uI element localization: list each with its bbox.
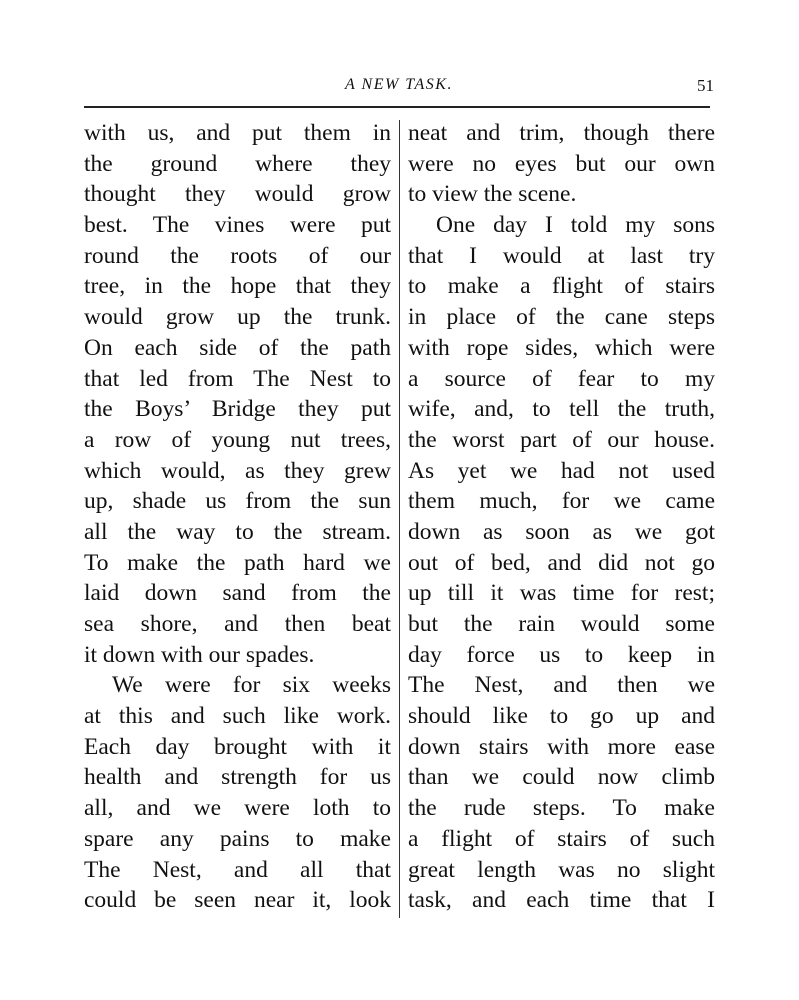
text-line: than we could now climb	[408, 764, 715, 791]
text-line: to view the scene.	[408, 181, 577, 208]
text-line: The Nest, and all that	[84, 856, 391, 883]
text-line: at this and such like work.	[84, 703, 391, 730]
text-line: Each day brought with it	[84, 733, 391, 760]
text-line: sea shore, and then beat	[84, 611, 391, 637]
text-line: that I would at last try	[408, 242, 715, 269]
text-column-right	[408, 118, 715, 916]
text-line: in place of the cane steps	[408, 304, 715, 331]
text-line: health and strength for us	[84, 764, 391, 791]
text-column-left	[84, 118, 391, 916]
text-line: a row of young nut trees,	[84, 426, 391, 453]
text-line: up, shade us from the sun	[84, 488, 391, 515]
text-line: down stairs with more ease	[408, 733, 715, 760]
text-line: thought they would grow	[84, 181, 391, 208]
text-line: a flight of stairs of such	[408, 825, 715, 852]
text-line: great length was no slight	[408, 856, 715, 883]
text-line: a source of fear to my	[408, 365, 715, 392]
text-line: the Boys’ Bridge they put	[84, 396, 391, 423]
text-line: neat and trim, though there	[408, 120, 715, 146]
page-number: 51	[697, 76, 714, 95]
text-line: the worst part of our house.	[408, 426, 715, 453]
text-line: We were for six weeks	[112, 672, 391, 699]
text-line: should like to go up and	[408, 703, 715, 730]
text-line: which would, as they grew	[84, 457, 391, 484]
running-header	[84, 72, 714, 102]
running-title: A NEW TASK.	[345, 76, 453, 93]
text-line: would grow up the trunk.	[84, 304, 391, 331]
text-line: laid down sand from the	[84, 580, 391, 607]
text-line: down as soon as we got	[408, 518, 715, 545]
text-line: all, and we were loth to	[84, 795, 391, 822]
text-line: round the roots of our	[84, 242, 391, 269]
text-line: task, and each time that I	[408, 887, 715, 914]
text-line: out of bed, and did not go	[408, 549, 715, 576]
text-line: the rude steps. To make	[408, 795, 715, 822]
text-line: all the way to the stream.	[84, 518, 391, 545]
text-line: up till it was time for rest;	[408, 580, 715, 607]
text-line: with rope sides, which were	[408, 334, 715, 361]
header-rule	[84, 106, 710, 108]
text-line: day force us to keep in	[408, 641, 715, 668]
text-line: best. The vines were put	[84, 212, 391, 239]
column-divider	[399, 120, 400, 918]
text-line: spare any pains to make	[84, 825, 391, 852]
text-line: tree, in the hope that they	[84, 273, 391, 300]
text-line: were no eyes but our own	[408, 150, 715, 177]
text-line: To make the path hard we	[84, 549, 391, 576]
text-line: that led from The Nest to	[84, 365, 391, 392]
text-line: One day I told my sons	[436, 212, 715, 239]
text-line: could be seen near it, look	[84, 887, 391, 914]
text-line: On each side of the path	[84, 334, 391, 361]
text-line: with us, and put them in	[84, 120, 391, 146]
text-line: it down with our spades.	[84, 641, 315, 668]
text-line: but the rain would some	[408, 611, 715, 637]
text-line: The Nest, and then we	[408, 672, 715, 699]
text-line: to make a flight of stairs	[408, 273, 715, 300]
text-line: the ground where they	[84, 150, 391, 177]
text-line: wife, and, to tell the truth,	[408, 396, 715, 423]
text-line: As yet we had not used	[408, 457, 715, 484]
text-line: them much, for we came	[408, 488, 715, 515]
